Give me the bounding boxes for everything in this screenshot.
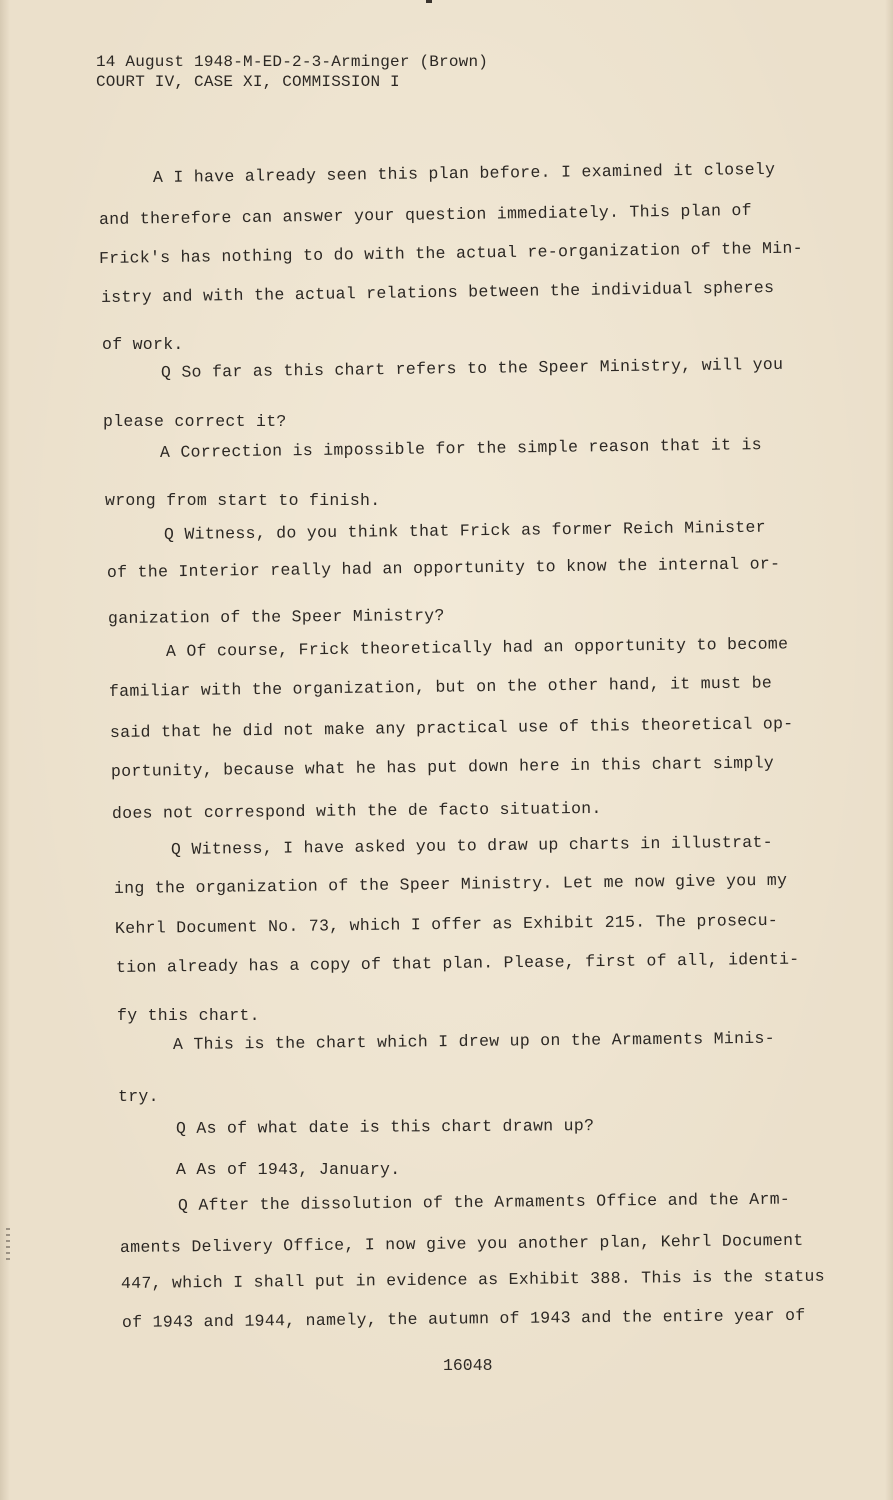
body-line: A Correction is impossible for the simple reason that it is bbox=[159, 435, 762, 462]
body-line: Kehrl Document No. 73, which I offer as Exhibit 215. The prosecu- bbox=[114, 910, 779, 938]
body-line: ing the organization of the Speer Ministry. Let me now give you my bbox=[113, 870, 788, 898]
body-line: of work. bbox=[102, 335, 184, 354]
body-line: of the Interior really had an opportunity to know the internal or- bbox=[106, 554, 781, 582]
body-line: Q As of what date is this chart drawn up? bbox=[175, 1116, 595, 1138]
page-edge-right bbox=[885, 0, 893, 1500]
body-line: Q So far as this chart refers to the Speer Ministry, will you bbox=[160, 354, 784, 382]
header-date-line: 14 August 1948-M-ED-2-3-Arminger (Brown) bbox=[96, 53, 489, 71]
body-line: try. bbox=[118, 1087, 159, 1106]
body-line: wrong from start to finish. bbox=[105, 491, 381, 510]
body-line: portunity, because what he has put down here in this chart simply bbox=[110, 753, 775, 781]
header-court-line: COURT IV, CASE XI, COMMISSION I bbox=[96, 73, 400, 91]
body-line: fy this chart. bbox=[117, 1006, 260, 1025]
body-line: 447, which I shall put in evidence as Exhibit 388. This is the status bbox=[120, 1266, 825, 1293]
body-line: familiar with the organization, but on the other hand, it must be bbox=[108, 673, 773, 701]
body-line: A Of course, Frick theoretically had an opportunity to become bbox=[165, 634, 789, 661]
body-line: tion already has a copy of that plan. Please, first of all, identi- bbox=[115, 949, 800, 977]
body-line: Q After the dissolution of the Armaments Office and the Arm- bbox=[177, 1189, 791, 1215]
body-line: ganization of the Speer Ministry? bbox=[107, 606, 445, 628]
body-line: Q Witness, I have asked you to draw up charts in illustrat- bbox=[170, 832, 773, 859]
body-line: A This is the chart which I drew up on the Armaments Minis- bbox=[172, 1028, 775, 1054]
body-line: A As of 1943, January. bbox=[176, 1160, 401, 1179]
body-line: aments Delivery Office, I now give you another plan, Kehrl Document bbox=[119, 1230, 804, 1257]
body-line: A I have already seen this plan before. I examined it closely bbox=[152, 159, 776, 187]
page-number: 16048 bbox=[443, 1356, 493, 1375]
body-line: istry and with the actual relations between the individual spheres bbox=[100, 278, 775, 307]
body-line: said that he did not make any practical use of this theoretical op- bbox=[109, 714, 794, 742]
body-line: does not correspond with the de facto situation. bbox=[111, 798, 602, 823]
binding-marks bbox=[6, 1228, 10, 1264]
document-header bbox=[96, 52, 488, 92]
body-line: Frick's has nothing to do with the actual re-organization of the Min- bbox=[98, 238, 803, 268]
top-edge-mark bbox=[426, 0, 432, 3]
body-line: of 1943 and 1944, namely, the autumn of 1943 and the entire year of bbox=[121, 1305, 806, 1332]
body-line: and therefore can answer your question immediately. This plan of bbox=[98, 200, 752, 229]
body-line: Q Witness, do you think that Frick as former Reich Minister bbox=[163, 517, 766, 544]
body-line: please correct it? bbox=[103, 412, 287, 431]
page-edge-left bbox=[0, 0, 10, 1500]
